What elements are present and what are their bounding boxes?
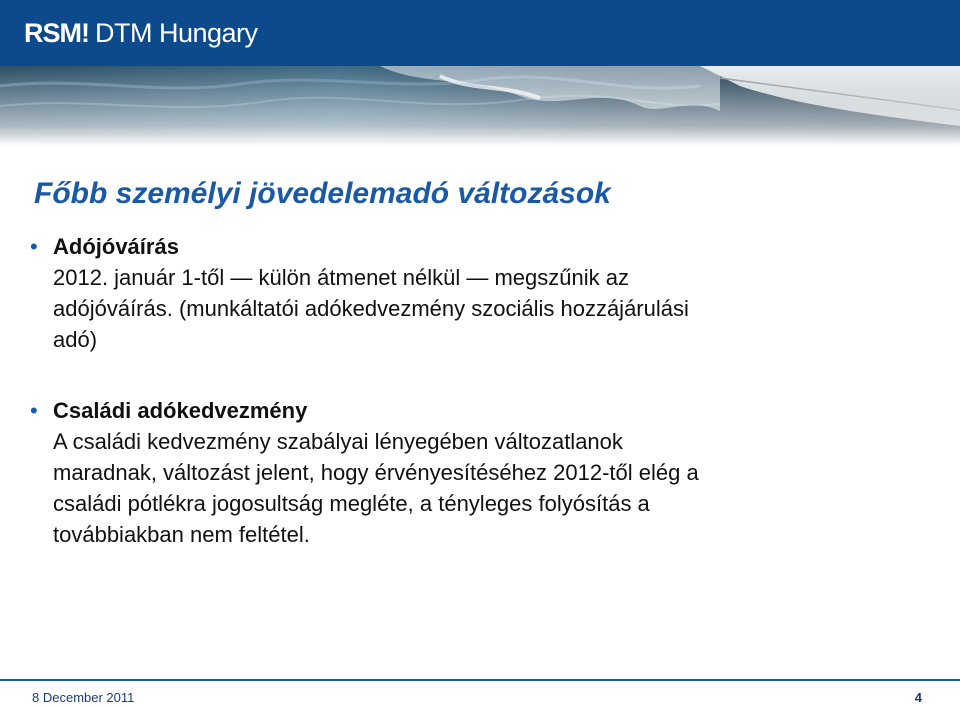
bullet-section-2 <box>30 395 940 426</box>
sea-banner-image <box>0 66 960 146</box>
page-number: 4 <box>914 690 922 705</box>
slide-title: Főbb személyi jövedelemadó változások <box>34 177 611 210</box>
text-line: adójóváírás. (munkáltatói adókedvezmény szociális hozzájárulási <box>53 296 689 321</box>
logo-rsm: RSM! <box>24 18 89 48</box>
section-heading: Adójóváírás <box>53 234 179 259</box>
footer-divider <box>0 679 960 681</box>
text-line: 2012. január 1-től — külön átmenet nélkül — megszűnik az <box>53 265 629 290</box>
footer-date: 8 December 2011 <box>32 690 135 705</box>
slide-body <box>30 231 940 550</box>
bullet-section-1 <box>30 231 940 262</box>
logo-name: DTM Hungary <box>95 18 258 48</box>
section-heading: Családi adókedvezmény <box>53 398 308 423</box>
company-logo <box>24 17 258 49</box>
text-line: továbbiakban nem feltétel. <box>53 522 310 547</box>
section-text <box>30 426 940 550</box>
text-line: családi pótlékra jogosultság megléte, a tényleges folyósítás a <box>53 491 650 516</box>
header-bar <box>0 0 960 66</box>
text-line: A családi kedvezmény szabályai lényegében változatlanok <box>53 429 623 454</box>
text-line: maradnak, változást jelent, hogy érvényesítéséhez 2012-től elég a <box>53 460 699 485</box>
section-text <box>30 262 940 355</box>
bullet-dot-icon: • <box>30 234 38 259</box>
bullet-dot-icon: • <box>30 398 38 423</box>
text-line: adó) <box>53 327 98 352</box>
